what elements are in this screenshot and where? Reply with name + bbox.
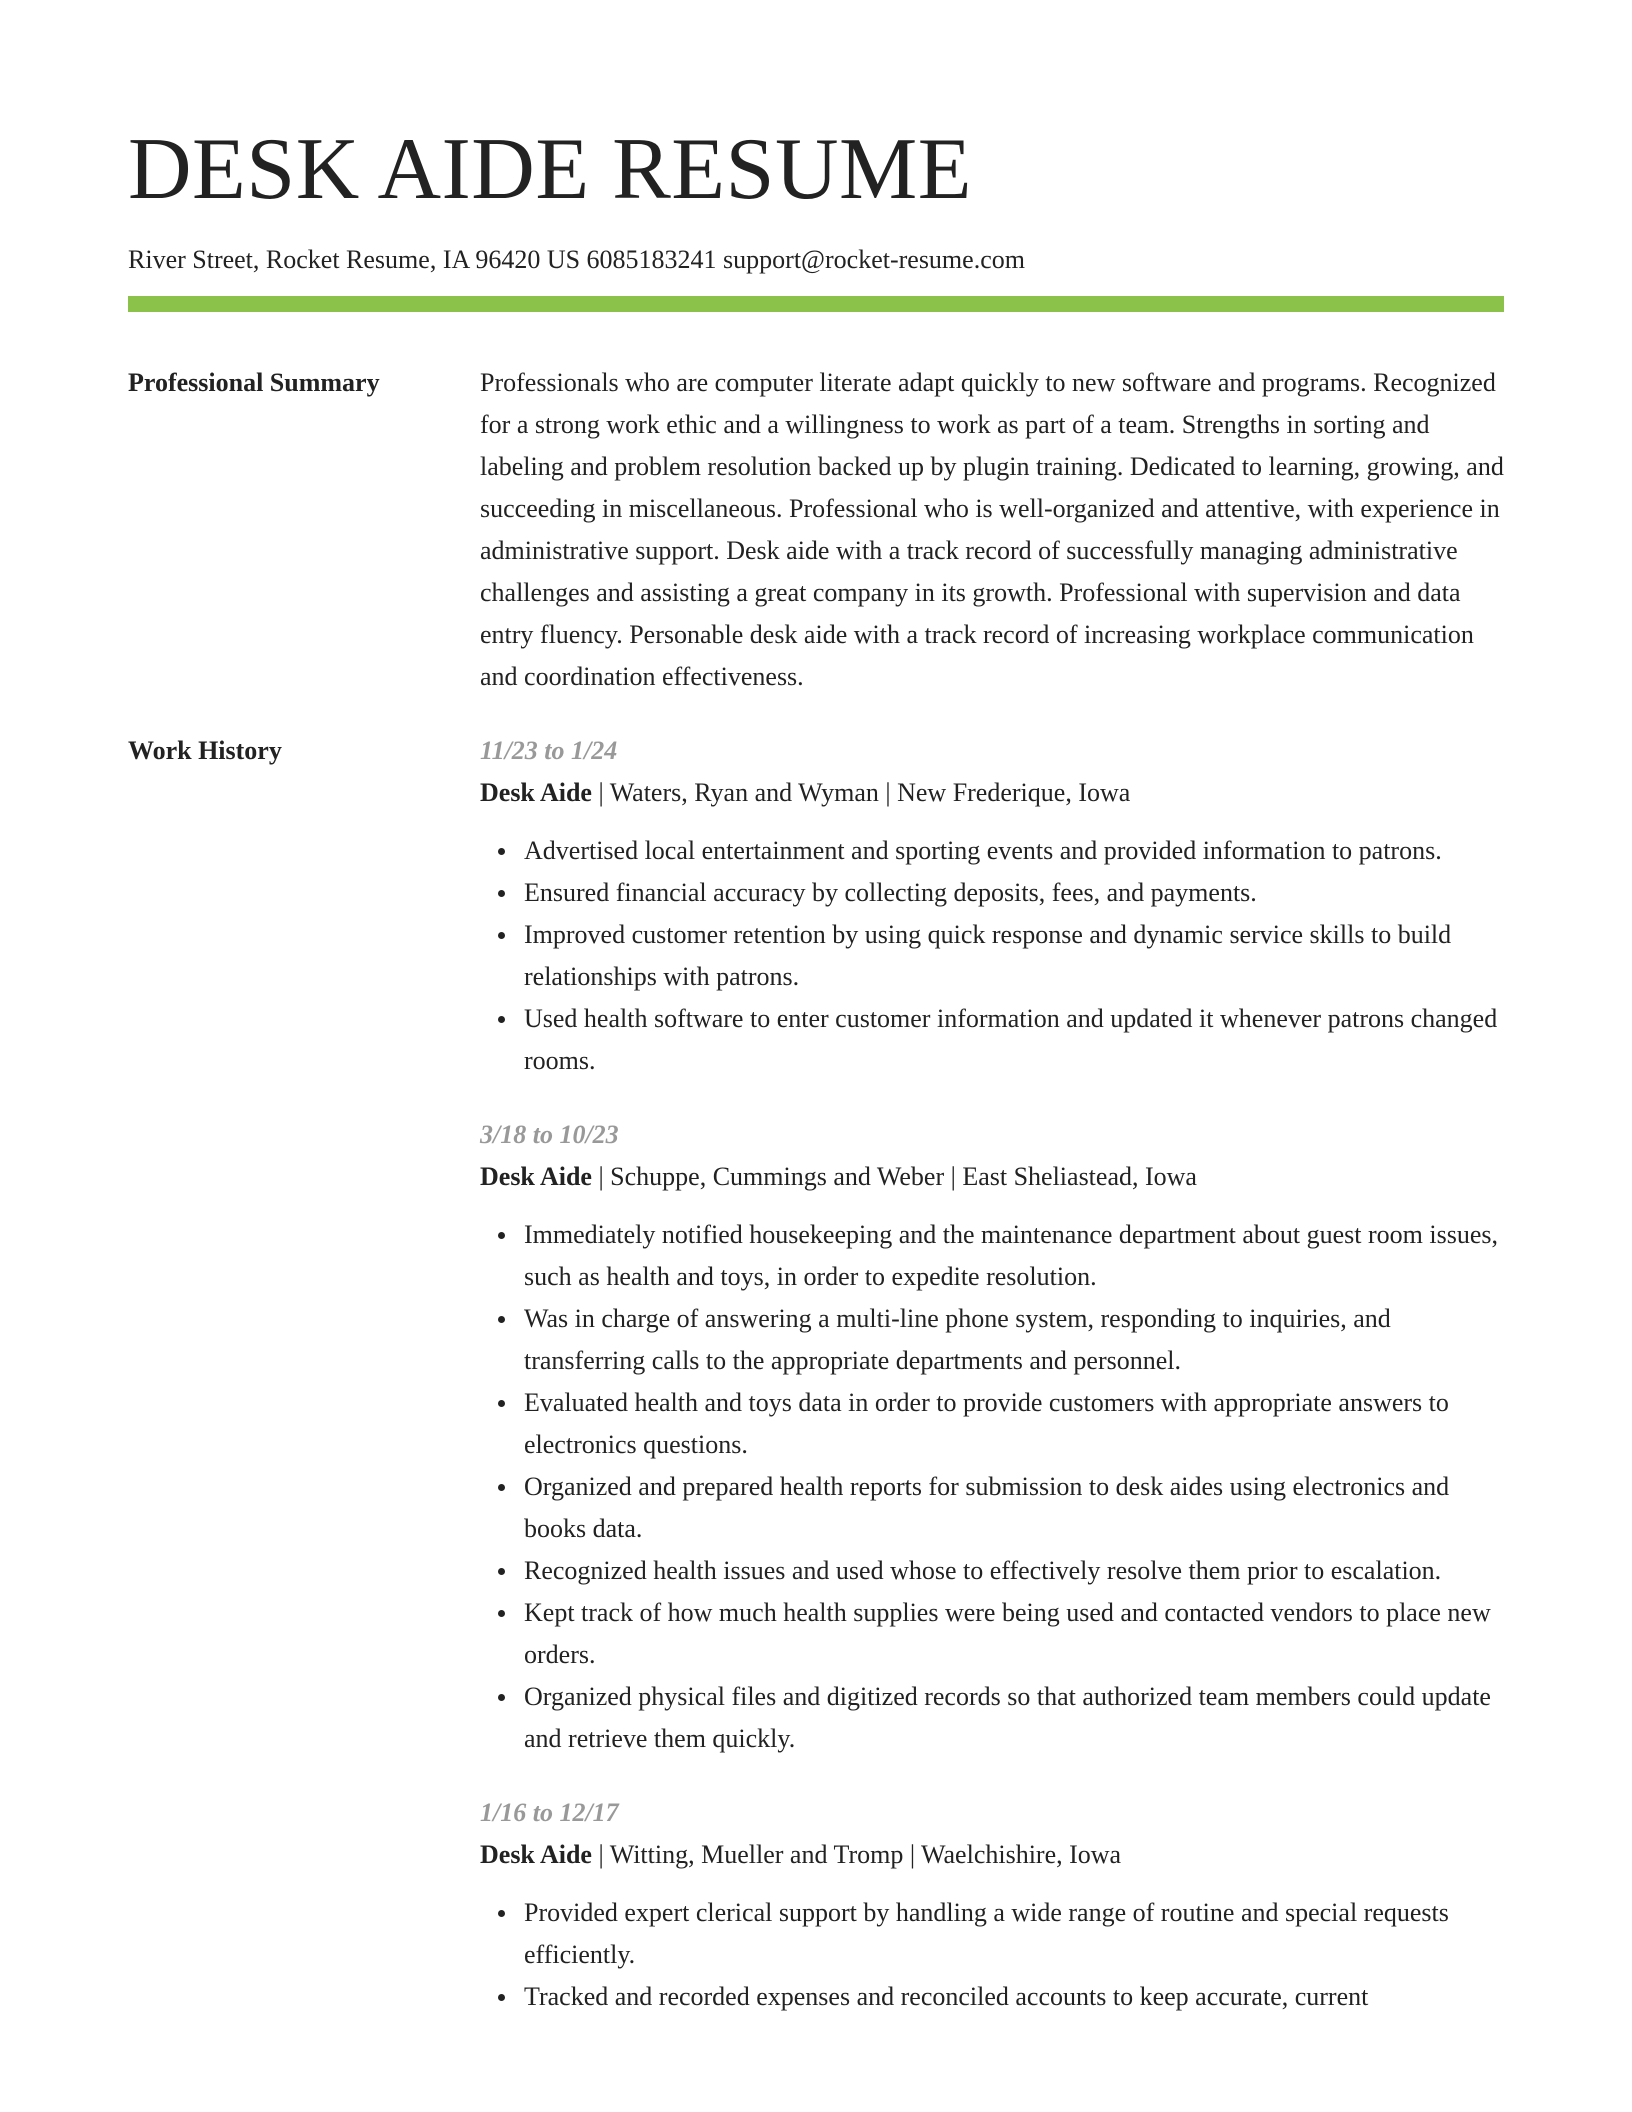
job-entry	[480, 1792, 1504, 2018]
summary-text: Professionals who are computer literate adapt quickly to new software and programs. Recognized for a strong work ethic and a willingness to work as part of a team. Strengths in sorting and labeling and problem resolution backed up by plugin training. Dedicated to learning, growing, and succeeding in miscellaneous. Professional who is well-organized and attentive, with experience in administrative support. Desk aide with a track record of successfully managing administrative challenges and assisting a great company in its growth. Professional with supervision and data entry fluency. Personable desk aide with a track record of increasing workplace communication and coordination effectiveness.	[480, 368, 1504, 691]
summary-body	[480, 362, 1504, 698]
job-dates: 11/23 to 1/24	[480, 736, 618, 765]
job-heading	[480, 772, 1504, 814]
job-details: | Witting, Mueller and Tromp | Waelchishire, Iowa	[591, 1840, 1122, 1869]
job-dates: 1/16 to 12/17	[480, 1798, 619, 1827]
job-details: | Waters, Ryan and Wyman | New Frederique, Iowa	[591, 778, 1131, 807]
job-bullet: Advertised local entertainment and sporting events and provided information to patrons.	[524, 830, 1504, 872]
job-bullet: Evaluated health and toys data in order to provide customers with appropriate answers to electronics questions.	[524, 1382, 1504, 1466]
summary-section	[128, 362, 1504, 698]
job-title: Desk Aide	[480, 778, 592, 807]
job-bullets	[480, 1892, 1504, 2018]
job-bullet: Was in charge of answering a multi-line phone system, responding to inquiries, and transferring calls to the appropriate departments and personnel.	[524, 1298, 1504, 1382]
job-bullet: Tracked and recorded expenses and reconciled accounts to keep accurate, current	[524, 1976, 1504, 2018]
job-bullets	[480, 1214, 1504, 1760]
job-bullet: Used health software to enter customer information and updated it whenever patrons changed rooms.	[524, 998, 1504, 1082]
resume-page	[128, 0, 1504, 2050]
job-bullet: Ensured financial accuracy by collecting deposits, fees, and payments.	[524, 872, 1504, 914]
job-bullet: Immediately notified housekeeping and the maintenance department about guest room issues, such as health and toys, in order to expedite resolution.	[524, 1214, 1504, 1298]
accent-divider	[128, 296, 1504, 312]
job-dates: 3/18 to 10/23	[480, 1120, 619, 1149]
job-entry	[480, 730, 1504, 1082]
job-entry	[480, 1114, 1504, 1760]
job-bullet: Organized and prepared health reports for submission to desk aides using electronics and books data.	[524, 1466, 1504, 1550]
job-bullet: Kept track of how much health supplies were being used and contacted vendors to place new orders.	[524, 1592, 1504, 1676]
job-heading	[480, 1834, 1504, 1876]
job-title: Desk Aide	[480, 1162, 592, 1191]
contact-line: River Street, Rocket Resume, IA 96420 US 6085183241 support@rocket-resume.com	[128, 245, 1025, 274]
job-bullet: Provided expert clerical support by handling a wide range of routine and special requests efficiently.	[524, 1892, 1504, 1976]
job-title: Desk Aide	[480, 1840, 592, 1869]
job-details: | Schuppe, Cummings and Weber | East Sheliastead, Iowa	[591, 1162, 1197, 1191]
job-heading	[480, 1156, 1504, 1198]
job-bullet: Recognized health issues and used whose to effectively resolve them prior to escalation.	[524, 1550, 1504, 1592]
job-bullet: Organized physical files and digitized records so that authorized team members could update and retrieve them quickly.	[524, 1676, 1504, 1760]
work-history-body	[480, 730, 1504, 2050]
summary-heading: Professional Summary	[128, 368, 380, 397]
work-history-heading: Work History	[128, 736, 282, 765]
page-title: DESK AIDE RESUME	[128, 121, 973, 218]
work-history-section	[128, 730, 1504, 2050]
job-bullets	[480, 830, 1504, 1082]
job-bullet: Improved customer retention by using quick response and dynamic service skills to build relationships with patrons.	[524, 914, 1504, 998]
